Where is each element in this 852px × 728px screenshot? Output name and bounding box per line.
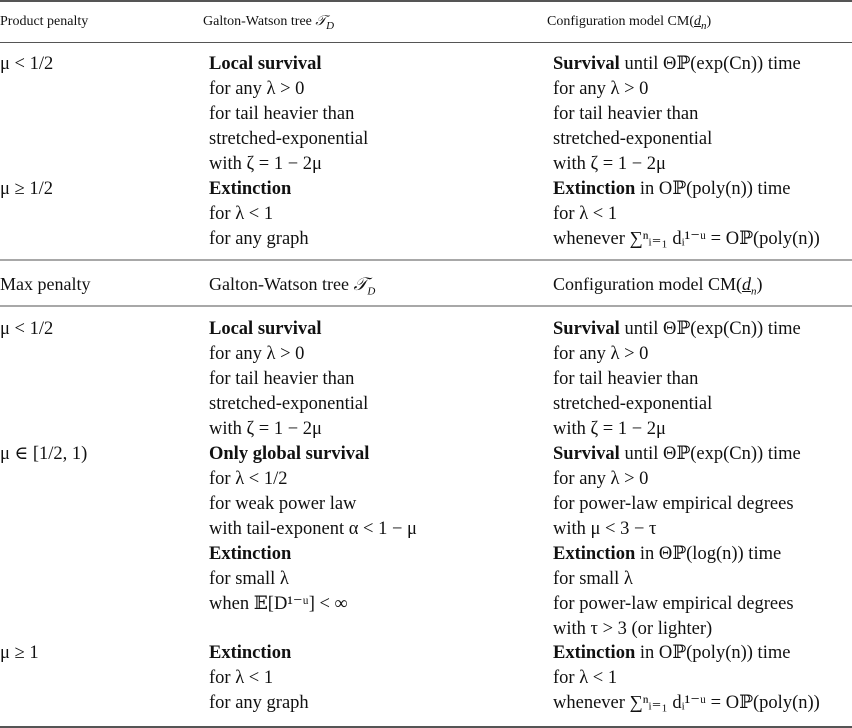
gw-cell	[209, 641, 309, 716]
header-label: Configuration model CM(	[553, 274, 742, 294]
result-line: when 𝔼[D¹⁻ᵘ] < ∞	[209, 594, 348, 614]
result-line: with ζ = 1 − 2μ	[209, 154, 322, 174]
header-label: Galton-Watson tree	[203, 14, 316, 29]
header-product-penalty	[0, 9, 88, 34]
result-title-line	[553, 52, 801, 77]
math-symbol: 𝒯	[353, 274, 368, 294]
header-label: Galton-Watson tree	[209, 274, 354, 294]
condition-text: μ < 1/2	[0, 54, 54, 74]
condition-text: μ < 1/2	[0, 319, 54, 339]
condition-cell	[0, 317, 53, 342]
header-galton-watson	[203, 9, 334, 34]
header-label: )	[756, 274, 763, 294]
result-line: for tail heavier than	[209, 104, 355, 124]
result-line: stretched-exponential	[209, 129, 369, 149]
result-title: Extinction	[553, 643, 636, 663]
math-symbol: 𝒯	[315, 14, 327, 29]
header-rule-2	[0, 305, 852, 307]
result-line: for tail heavier than	[553, 104, 699, 124]
result-line: for λ < 1	[209, 668, 274, 688]
result-line: for weak power law	[209, 494, 357, 514]
result-title: Extinction	[553, 544, 636, 564]
result-title: Only global survival	[209, 444, 370, 464]
header-galton-watson	[209, 272, 375, 297]
cm-cell	[553, 442, 801, 642]
result-title: Local survival	[209, 54, 322, 74]
result-line: for any λ > 0	[209, 344, 305, 364]
result-line: stretched-exponential	[553, 129, 713, 149]
header-rule-1	[0, 42, 852, 43]
result-line: whenever ∑ⁿᵢ₌₁ dᵢ¹⁻ᵘ = Oℙ(poly(n))	[553, 229, 820, 249]
result-line: for λ < 1	[553, 668, 618, 688]
result-line: for small λ	[209, 569, 289, 589]
result-title-rest: in Oℙ(poly(n)) time	[635, 643, 791, 663]
result-line: for any λ > 0	[553, 344, 649, 364]
result-title-line	[553, 317, 801, 342]
condition-cell	[0, 442, 87, 467]
result-title-rest: in Oℙ(poly(n)) time	[635, 179, 791, 199]
result-line: with ζ = 1 − 2μ	[209, 419, 322, 439]
header-max-penalty	[0, 272, 90, 297]
top-rule	[0, 0, 852, 2]
result-line: for any λ > 0	[553, 469, 649, 489]
gw-cell	[209, 177, 309, 252]
result-title-line	[553, 542, 801, 567]
gw-cell	[209, 317, 368, 442]
gw-cell	[209, 442, 417, 617]
math-symbol: d	[741, 274, 751, 294]
result-title-line	[553, 641, 820, 666]
header-label: Product penalty	[0, 14, 89, 29]
result-line: with τ > 3 (or lighter)	[553, 619, 713, 639]
condition-cell	[0, 52, 53, 77]
result-line: for λ < 1	[209, 204, 274, 224]
header-label: Max penalty	[0, 274, 91, 294]
cm-cell	[553, 317, 801, 442]
result-title: Extinction	[553, 179, 636, 199]
condition-text: μ ≥ 1	[0, 643, 39, 663]
result-line: for λ < 1/2	[209, 469, 288, 489]
result-line: with ζ = 1 − 2μ	[553, 419, 666, 439]
result-title-line	[553, 442, 801, 467]
math-subscript: n	[701, 19, 707, 32]
header-label: )	[706, 14, 712, 29]
condition-text: μ ∈ [1/2, 1)	[0, 444, 88, 464]
header-configuration-model	[547, 9, 711, 34]
result-line: stretched-exponential	[553, 394, 713, 414]
result-title: Extinction	[209, 544, 292, 564]
result-title: Extinction	[209, 179, 292, 199]
result-line: for any graph	[209, 229, 309, 249]
result-title-rest: in Θℙ(log(n)) time	[635, 544, 782, 564]
condition-cell	[0, 177, 53, 202]
math-subscript: D	[326, 19, 335, 32]
section-divider	[0, 259, 852, 261]
result-line: for tail heavier than	[209, 369, 355, 389]
result-line: with ζ = 1 − 2μ	[553, 154, 666, 174]
result-title: Survival	[553, 54, 620, 74]
result-line: for power-law empirical degrees	[553, 594, 794, 614]
gw-cell	[209, 52, 368, 177]
result-line: with μ < 3 − τ	[553, 519, 657, 539]
result-line: with tail-exponent α < 1 − μ	[209, 519, 417, 539]
condition-text: μ ≥ 1/2	[0, 179, 53, 199]
math-symbol: d	[694, 14, 701, 29]
result-title-line	[553, 177, 820, 202]
result-title: Survival	[553, 444, 620, 464]
cm-cell	[553, 177, 820, 252]
result-title: Survival	[553, 319, 620, 339]
result-title-rest: until Θℙ(exp(Cn)) time	[619, 444, 801, 464]
result-line: for λ < 1	[553, 204, 618, 224]
result-title: Extinction	[209, 643, 292, 663]
result-line: stretched-exponential	[209, 394, 369, 414]
cm-cell	[553, 52, 801, 177]
result-title: Local survival	[209, 319, 322, 339]
result-line: for any λ > 0	[553, 79, 649, 99]
result-line: for small λ	[553, 569, 633, 589]
result-line: for tail heavier than	[553, 369, 699, 389]
result-line: for power-law empirical degrees	[553, 494, 794, 514]
header-label: Configuration model CM(	[547, 14, 694, 29]
result-line: for any λ > 0	[209, 79, 305, 99]
result-title-rest: until Θℙ(exp(Cn)) time	[619, 54, 801, 74]
result-line: for any graph	[209, 693, 309, 713]
header-configuration-model	[553, 272, 762, 297]
result-title-rest: until Θℙ(exp(Cn)) time	[619, 319, 801, 339]
condition-cell	[0, 641, 39, 666]
cm-cell	[553, 641, 820, 716]
math-subscript: D	[367, 285, 376, 298]
result-line: whenever ∑ⁿᵢ₌₁ dᵢ¹⁻ᵘ = Oℙ(poly(n))	[553, 693, 820, 713]
math-subscript: n	[750, 285, 757, 298]
